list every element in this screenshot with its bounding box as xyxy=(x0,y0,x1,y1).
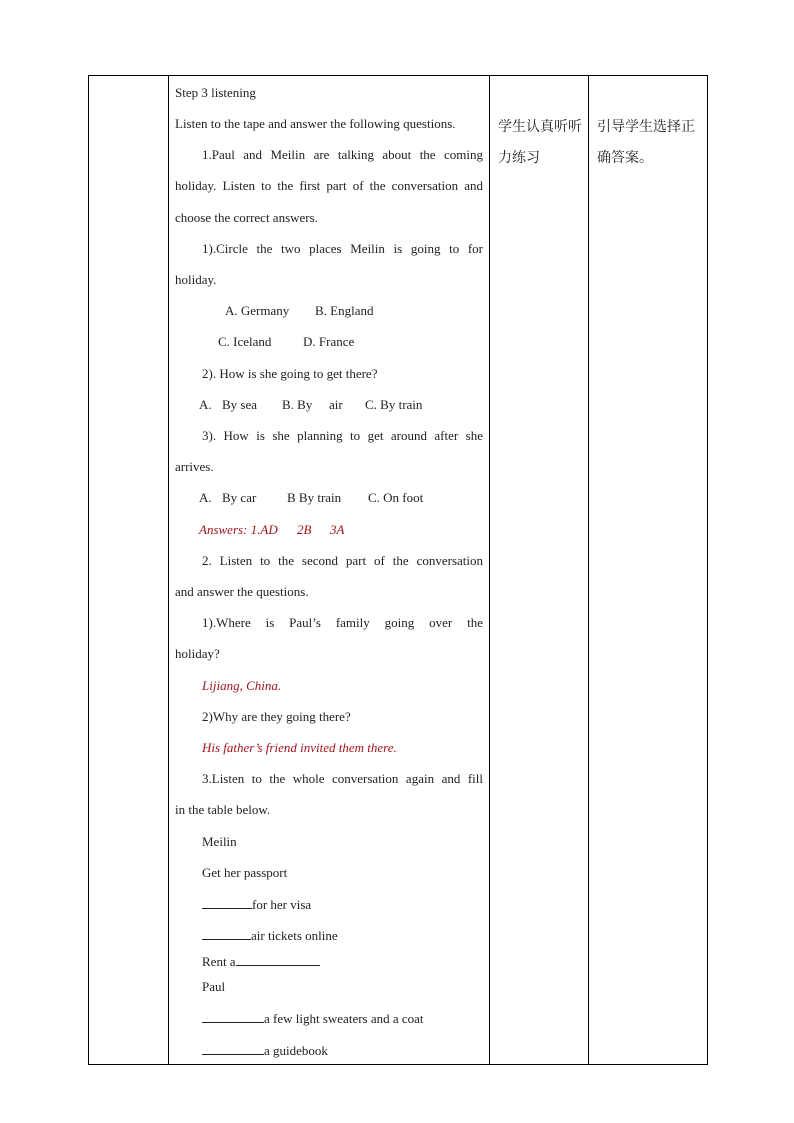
q2-2-question: 2)Why are they going there? xyxy=(202,709,351,724)
q1-1-option-a: A. Germany xyxy=(225,303,290,318)
meilin-item-4 xyxy=(202,953,483,970)
q1-3-option-a-letter: A. xyxy=(199,490,212,505)
paul-item-2-text: a guidebook xyxy=(264,1043,328,1058)
paul-heading: Paul xyxy=(202,979,226,994)
q1-2-option-c: C. By train xyxy=(365,397,423,412)
q3-line2: in the table below. xyxy=(175,802,271,817)
q1-2-option-b-text: air xyxy=(329,397,343,412)
student-activity-cell xyxy=(490,76,589,1065)
q1-1-line2: holiday. xyxy=(175,272,217,287)
fill-blank xyxy=(236,953,320,966)
fill-blank xyxy=(202,896,252,909)
meilin-item-2-text: for her visa xyxy=(252,897,312,912)
q1-2-option-a-text: By sea xyxy=(222,397,258,412)
answers-label: Answers: 1.AD xyxy=(199,522,278,537)
q1-3-option-a-text: By car xyxy=(222,490,257,505)
q1-1-option-c: C. Iceland xyxy=(218,334,272,349)
q1-line3: choose the correct answers. xyxy=(175,210,318,225)
meilin-item-3 xyxy=(202,927,483,944)
q2-1-line2: holiday? xyxy=(175,646,220,661)
answer-2: 2B xyxy=(297,522,312,537)
q3-line1: 3.Listen to the whole conversation again and fill xyxy=(202,771,483,786)
meilin-item-3-text: air tickets online xyxy=(251,928,338,943)
teaching-content-cell xyxy=(169,76,490,1065)
q1-2-option-a-letter: A. xyxy=(199,397,212,412)
teacher-activity-cell xyxy=(589,76,708,1065)
q1-1-option-b: B. England xyxy=(315,303,374,318)
q1-1-option-d: D. France xyxy=(303,334,355,349)
teacher-activity-text: 引导学生选择正确答案。 xyxy=(597,119,695,166)
meilin-heading: Meilin xyxy=(202,834,237,849)
meilin-item-4-text: Rent a xyxy=(202,954,236,969)
q1-3-line1: 3). How is she planning to get around after she xyxy=(202,428,483,443)
q2-line2: and answer the questions. xyxy=(175,584,309,599)
q1-line2: holiday. Listen to the first part of the conversation and xyxy=(175,178,483,193)
table-row xyxy=(89,76,708,1065)
q1-3-option-b: B By train xyxy=(287,490,342,505)
q2-1-answer: Lijiang, China. xyxy=(202,678,282,693)
fill-blank xyxy=(202,927,251,940)
student-activity-text: 学生认真听听力练习 xyxy=(498,119,582,166)
q1-3-line2: arrives. xyxy=(175,459,214,474)
answer-3: 3A xyxy=(330,522,345,537)
q2-line1: 2. Listen to the second part of the conversation xyxy=(202,553,483,568)
q1-2-option-b-letter: B. By xyxy=(282,397,313,412)
step-title: Step 3 listening xyxy=(175,85,256,100)
q1-line1: 1.Paul and Meilin are talking about the coming xyxy=(202,147,483,162)
fill-blank xyxy=(202,1010,264,1023)
q1-3-option-c: C. On foot xyxy=(368,490,424,505)
empty-cell xyxy=(89,76,169,1065)
q2-2-answer: His father’s friend invited them there. xyxy=(202,740,397,755)
q1-1-line1: 1).Circle the two places Meilin is going to for xyxy=(202,241,483,256)
fill-blank xyxy=(202,1042,264,1055)
meilin-item-1: Get her passport xyxy=(202,865,288,880)
paul-item-1-text: a few light sweaters and a coat xyxy=(264,1011,424,1026)
paul-item-2 xyxy=(202,1042,483,1059)
paul-item-1 xyxy=(202,1010,483,1027)
intro-text: Listen to the tape and answer the following questions. xyxy=(175,116,456,131)
lesson-plan-table xyxy=(88,75,708,1065)
q1-2-question: 2). How is she going to get there? xyxy=(202,366,378,381)
meilin-item-2 xyxy=(202,896,483,913)
q2-1-line1: 1).Where is Paul’s family going over the xyxy=(202,615,483,630)
